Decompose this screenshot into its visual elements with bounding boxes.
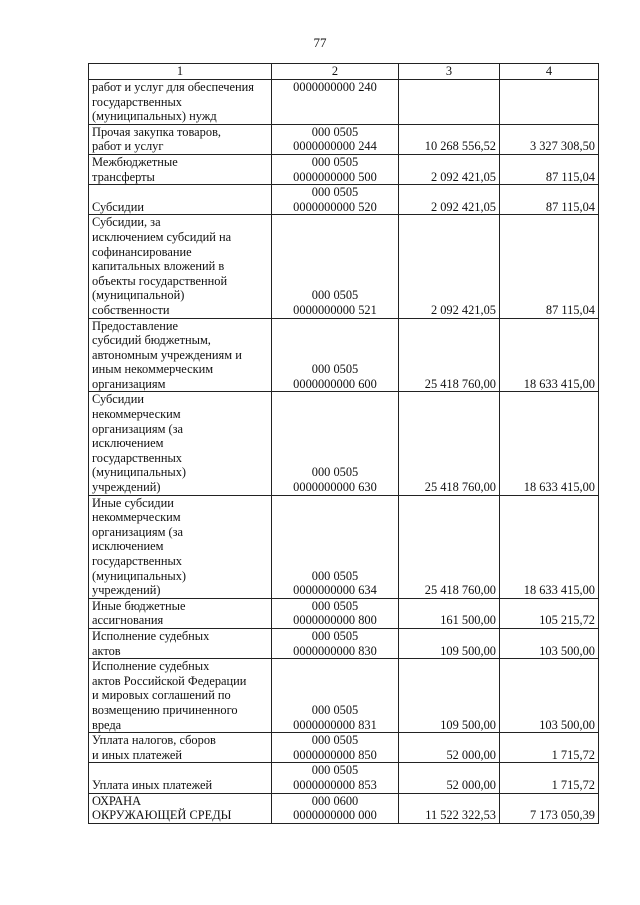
column-header-1: 1 — [89, 64, 272, 80]
row-sum-col4: 18 633 415,00 — [500, 392, 599, 495]
row-sum-col4: 87 115,04 — [500, 215, 599, 318]
row-name: Иные бюджетные ассигнования — [89, 598, 272, 628]
row-sum-col3: 109 500,00 — [399, 659, 500, 733]
table-row — [89, 793, 599, 823]
table-row — [89, 154, 599, 184]
row-sum-col3: 25 418 760,00 — [399, 392, 500, 495]
row-code: 000 0505 0000000000 800 — [272, 598, 399, 628]
table-header-row — [89, 64, 599, 80]
budget-table — [88, 63, 599, 824]
row-name: Уплата налогов, сборов и иных платежей — [89, 733, 272, 763]
table-row — [89, 659, 599, 733]
row-sum-col4 — [500, 80, 599, 125]
row-code: 000 0505 0000000000 600 — [272, 318, 399, 392]
row-name: Уплата иных платежей — [89, 763, 272, 793]
row-code: 000 0505 0000000000 634 — [272, 495, 399, 598]
row-name: Исполнение судебных актов — [89, 628, 272, 658]
row-sum-col3: 11 522 322,53 — [399, 793, 500, 823]
row-sum-col3: 2 092 421,05 — [399, 154, 500, 184]
row-code: 000 0505 0000000000 831 — [272, 659, 399, 733]
table-row — [89, 495, 599, 598]
row-sum-col4: 87 115,04 — [500, 185, 599, 215]
row-name: Прочая закупка товаров, работ и услуг — [89, 124, 272, 154]
row-name: Иные субсидии некоммерческим организациям (за исключением государственных (муниципальных) учреждений) — [89, 495, 272, 598]
table-row — [89, 185, 599, 215]
row-name: Субсидии некоммерческим организациям (за исключением государственных (муниципальных) учреждений) — [89, 392, 272, 495]
table-row — [89, 124, 599, 154]
row-sum-col3: 2 092 421,05 — [399, 215, 500, 318]
row-name: Межбюджетные трансферты — [89, 154, 272, 184]
table-row — [89, 392, 599, 495]
row-code: 000 0505 0000000000 830 — [272, 628, 399, 658]
row-sum-col4: 1 715,72 — [500, 763, 599, 793]
table-row — [89, 628, 599, 658]
row-code: 000 0600 0000000000 000 — [272, 793, 399, 823]
table-row — [89, 80, 599, 125]
row-sum-col3: 25 418 760,00 — [399, 495, 500, 598]
row-sum-col4: 1 715,72 — [500, 733, 599, 763]
row-sum-col4: 103 500,00 — [500, 659, 599, 733]
row-sum-col3: 2 092 421,05 — [399, 185, 500, 215]
row-sum-col4: 7 173 050,39 — [500, 793, 599, 823]
table-row — [89, 733, 599, 763]
row-name: Исполнение судебных актов Российской Федерации и мировых соглашений по возмещению причиненного вреда — [89, 659, 272, 733]
row-sum-col3 — [399, 80, 500, 125]
table-row — [89, 215, 599, 318]
row-sum-col4: 105 215,72 — [500, 598, 599, 628]
table-row — [89, 763, 599, 793]
row-sum-col3: 10 268 556,52 — [399, 124, 500, 154]
row-code: 000 0505 0000000000 521 — [272, 215, 399, 318]
row-code: 000 0505 0000000000 850 — [272, 733, 399, 763]
row-name: Субсидии, за исключением субсидий на софинансирование капитальных вложений в объекты государственной (муниципальной) собственности — [89, 215, 272, 318]
column-header-3: 3 — [399, 64, 500, 80]
row-code: 000 0505 0000000000 853 — [272, 763, 399, 793]
table-row — [89, 318, 599, 392]
row-code: 000 0505 0000000000 244 — [272, 124, 399, 154]
table-row — [89, 598, 599, 628]
row-code: 0000000000 240 — [272, 80, 399, 125]
row-sum-col3: 109 500,00 — [399, 628, 500, 658]
row-sum-col4: 103 500,00 — [500, 628, 599, 658]
row-code: 000 0505 0000000000 630 — [272, 392, 399, 495]
row-sum-col4: 18 633 415,00 — [500, 495, 599, 598]
row-code: 000 0505 0000000000 500 — [272, 154, 399, 184]
row-name: Предоставление субсидий бюджетным, автономным учреждениям и иным некоммерческим организациям — [89, 318, 272, 392]
row-name: Субсидии — [89, 185, 272, 215]
column-header-4: 4 — [500, 64, 599, 80]
row-sum-col3: 52 000,00 — [399, 763, 500, 793]
column-header-2: 2 — [272, 64, 399, 80]
row-sum-col4: 18 633 415,00 — [500, 318, 599, 392]
row-name: работ и услуг для обеспечения государственных (муниципальных) нужд — [89, 80, 272, 125]
row-sum-col3: 25 418 760,00 — [399, 318, 500, 392]
row-sum-col3: 52 000,00 — [399, 733, 500, 763]
row-code: 000 0505 0000000000 520 — [272, 185, 399, 215]
row-sum-col4: 3 327 308,50 — [500, 124, 599, 154]
row-name: ОХРАНА ОКРУЖАЮЩЕЙ СРЕДЫ — [89, 793, 272, 823]
row-sum-col3: 161 500,00 — [399, 598, 500, 628]
page-number: 77 — [313, 35, 327, 50]
row-sum-col4: 87 115,04 — [500, 154, 599, 184]
